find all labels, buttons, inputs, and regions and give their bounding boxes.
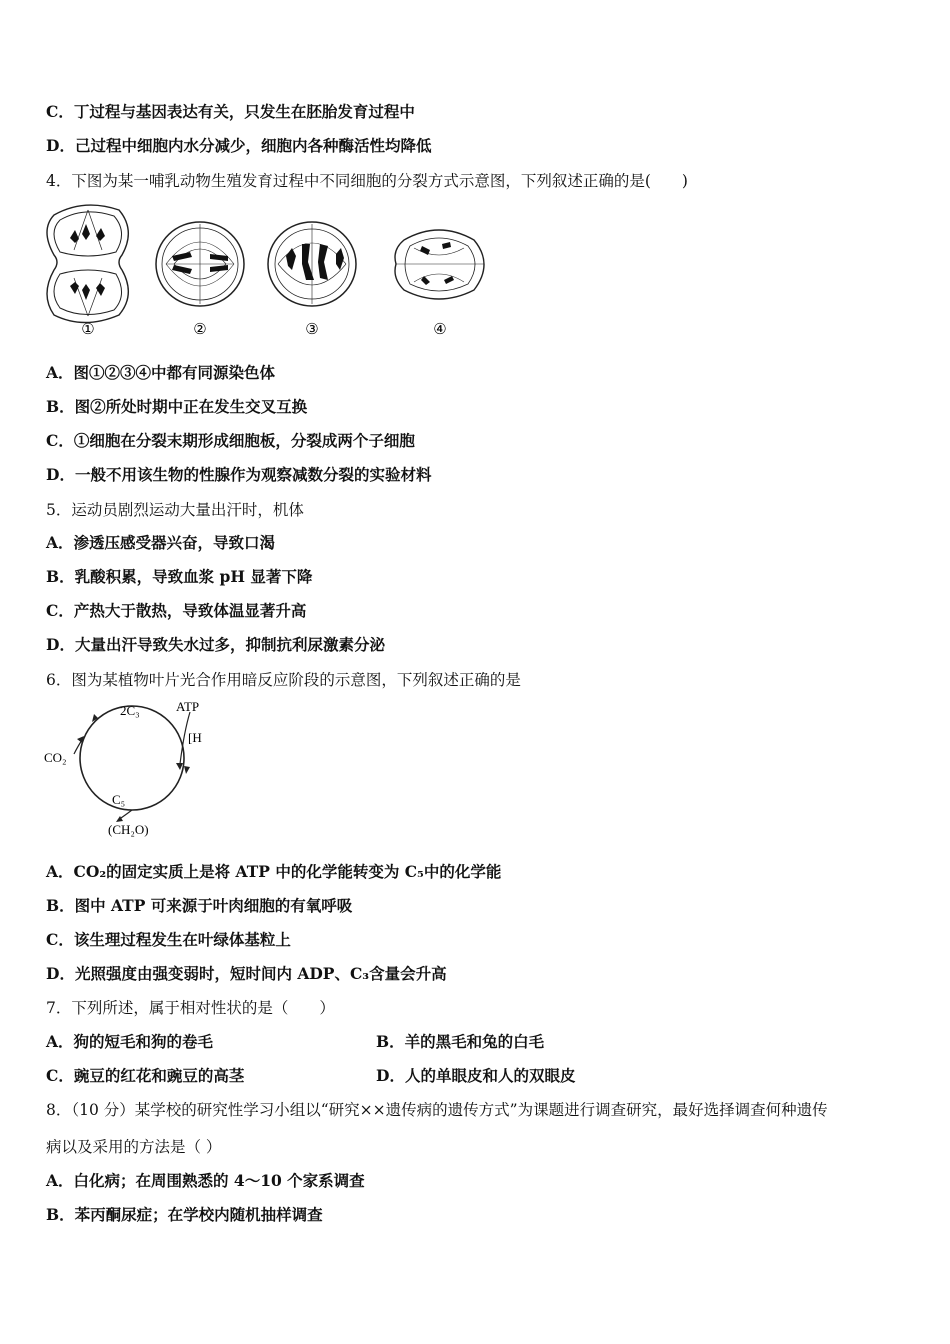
option-c-prev: C．丁过程与基因表达有关，只发生在胚胎发育过程中 [46, 102, 415, 121]
option-4a: A．图①②③④中都有同源染色体 [46, 363, 276, 382]
question-5: 5．运动员剧烈运动大量出汗时，机体 [46, 501, 304, 519]
option-8a: A．白化病；在周围熟悉的 4～10 个家系调查 [46, 1171, 365, 1190]
label-4: ④ [433, 322, 447, 338]
cell-2 [156, 222, 244, 306]
cell-division-figure [44, 200, 494, 340]
question-8: 8．（10 分）某学校的研究性学习小组以“研究××遗传病的遗传方式”为课题进行调查研究，最好选择调查何种遗传 [46, 1101, 828, 1119]
option-5d: D．大量出汗导致失水过多，抑制抗利尿激素分泌 [46, 635, 385, 654]
calvin-cycle-figure [44, 696, 214, 842]
cell-4-chromosomes [420, 242, 454, 285]
option-6a: A．CO₂的固定实质上是将 ATP 中的化学能转变为 C₅中的化学能 [46, 862, 502, 881]
label-atp: ATP [176, 699, 200, 714]
option-d-prev: D．己过程中细胞内水分减少，细胞内各种酶活性均降低 [46, 136, 432, 155]
label-h: [H [188, 730, 202, 745]
label-co2: CO₂ [44, 750, 67, 765]
option-6b: B．图中 ATP 可来源于叶肉细胞的有氧呼吸 [46, 896, 353, 915]
option-8b: B．苯丙酮尿症；在学校内随机抽样调查 [46, 1205, 323, 1224]
option-4d: D．一般不用该生物的性腺作为观察减数分裂的实验材料 [46, 465, 432, 484]
option-7a: A．狗的短毛和狗的卷毛 [46, 1032, 214, 1051]
option-5a: A．渗透压感受器兴奋，导致口渴 [46, 533, 276, 552]
label-2: ② [193, 322, 207, 338]
label-3: ③ [305, 322, 319, 338]
label-1: ① [81, 322, 95, 338]
arrows [74, 712, 190, 820]
option-5b: B．乳酸积累，导致血浆 pH 显著下降 [46, 567, 313, 586]
label-ch2o: (CH₂O) [108, 822, 149, 837]
cell-1 [47, 205, 128, 322]
option-6d: D．光照强度由强变弱时，短时间内 ADP、C₃含量会升高 [46, 964, 447, 983]
option-5c: C．产热大于散热，导致体温显著升高 [46, 601, 307, 620]
cell-3 [268, 222, 356, 306]
arrowheads [77, 714, 190, 822]
cell-4 [395, 230, 484, 299]
label-c5: C₅ [112, 792, 126, 807]
option-7b: B．羊的黑毛和兔的白毛 [376, 1032, 545, 1051]
question-8-continued: 病以及采用的方法是（ ） [46, 1138, 222, 1156]
option-4c: C．①细胞在分裂末期形成细胞板，分裂成两个子细胞 [46, 431, 415, 450]
question-4: 4．下图为某一哺乳动物生殖发育过程中不同细胞的分裂方式示意图，下列叙述正确的是( ) [46, 172, 688, 190]
option-6c: C．该生理过程发生在叶绿体基粒上 [46, 930, 291, 949]
question-7: 7．下列所述，属于相对性状的是（ ） [46, 999, 335, 1017]
cell-3-chromosomes [286, 244, 344, 280]
cell-1-chromosomes [70, 224, 105, 300]
option-7c: C．豌豆的红花和豌豆的高茎 [46, 1066, 245, 1085]
question-6: 6．图为某植物叶片光合作用暗反应阶段的示意图，下列叙述正确的是 [46, 671, 521, 689]
cycle-circle [80, 706, 184, 810]
option-7d: D．人的单眼皮和人的双眼皮 [376, 1066, 576, 1085]
label-2c3: 2C₃ [120, 703, 140, 718]
option-4b: B．图②所处时期中正在发生交叉互换 [46, 397, 308, 416]
